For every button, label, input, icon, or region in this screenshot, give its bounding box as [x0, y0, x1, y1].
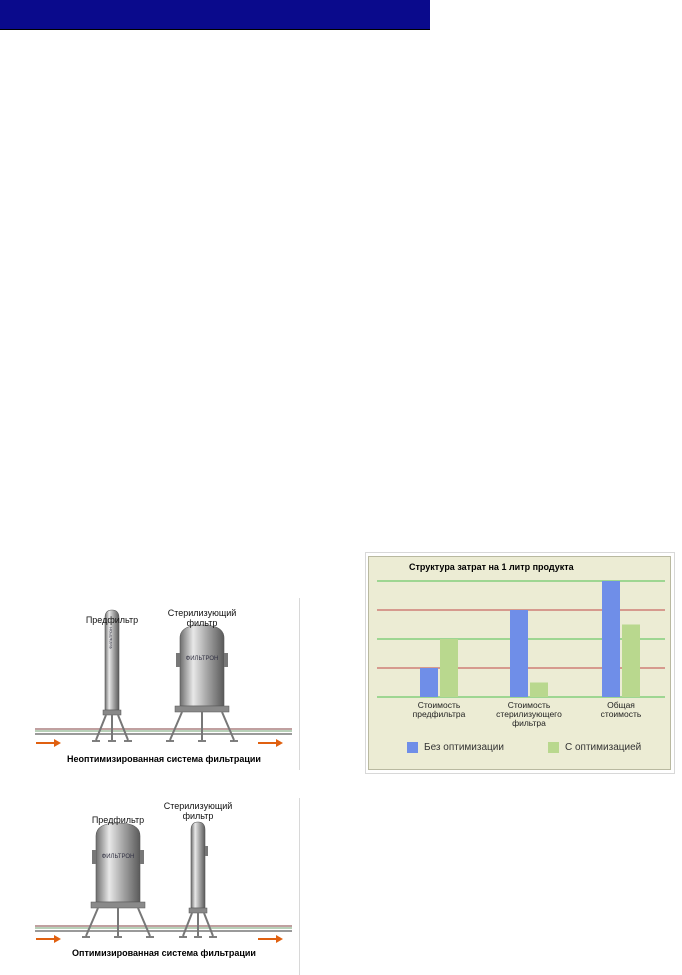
x-tick-label-line: Стоимость — [417, 700, 461, 710]
inlet-arrow-icon — [36, 739, 61, 747]
prefilter-housing-large — [82, 823, 154, 937]
x-tick-label — [404, 701, 474, 719]
figure-optimized-system — [30, 798, 298, 975]
cost-structure-chart — [368, 556, 671, 770]
x-tick-label-line: фильтра — [512, 718, 546, 728]
x-tick-label-line: предфильтра — [412, 709, 466, 719]
legend-swatch — [548, 742, 559, 753]
bar-with-optimization-2 — [622, 625, 640, 698]
x-tick-label — [586, 701, 656, 719]
bar-with-optimization-0 — [440, 639, 458, 697]
sterile-filter-label-line1: Стерилизующий — [167, 608, 237, 618]
outlet-arrow-icon — [258, 935, 283, 943]
bar-with-optimization-1 — [530, 683, 548, 698]
prefilter-label: Предфильтр — [91, 815, 145, 825]
header-bar — [0, 0, 430, 30]
sterile-filter-label — [157, 608, 247, 628]
x-tick-label-line: стоимость — [600, 709, 642, 719]
x-tick-label-line: Общая — [607, 700, 635, 710]
legend-label: С оптимизацией — [565, 742, 642, 753]
figure-caption: Оптимизированная система фильтрации — [72, 948, 256, 958]
sterile-filter-label — [153, 801, 243, 821]
outlet-arrow-icon — [258, 739, 283, 747]
bar-without-optimization-0 — [420, 668, 438, 697]
x-tick-label-line: Стоимость — [507, 700, 551, 710]
sterile-filter-label-line2: фильтр — [186, 618, 218, 628]
sterile-filter-housing-large — [166, 625, 238, 741]
figure-unoptimized-system — [30, 598, 298, 770]
sterile-filter-housing-small — [179, 822, 217, 937]
svg-text:ФИЛЬТРОН: ФИЛЬТРОН — [108, 627, 113, 649]
legend-swatch — [407, 742, 418, 753]
x-tick-label-line: стерилизующего — [496, 709, 562, 719]
legend-item-without-optimization — [407, 742, 504, 753]
x-tick-label — [494, 701, 564, 728]
svg-text:ФИЛЬТРОН: ФИЛЬТРОН — [185, 656, 219, 662]
legend-item-with-optimization — [548, 742, 641, 753]
prefilter-housing-small — [92, 610, 132, 741]
bar-without-optimization-1 — [510, 610, 528, 697]
inlet-arrow-icon — [36, 935, 61, 943]
figure-caption: Неоптимизированная система фильтрации — [67, 754, 261, 764]
sterile-filter-label-line1: Стерилизующий — [163, 801, 233, 811]
svg-text:ФИЛЬТРОН: ФИЛЬТРОН — [101, 854, 135, 860]
figure-divider — [299, 798, 300, 975]
chart-plot — [369, 557, 672, 771]
legend-label: Без оптимизации — [424, 742, 504, 753]
figure-divider — [299, 598, 300, 770]
prefilter-label: Предфильтр — [85, 615, 139, 625]
sterile-filter-label-line2: фильтр — [182, 811, 214, 821]
chart-title: Структура затрат на 1 литр продукта — [409, 562, 574, 572]
bar-without-optimization-2 — [602, 581, 620, 697]
